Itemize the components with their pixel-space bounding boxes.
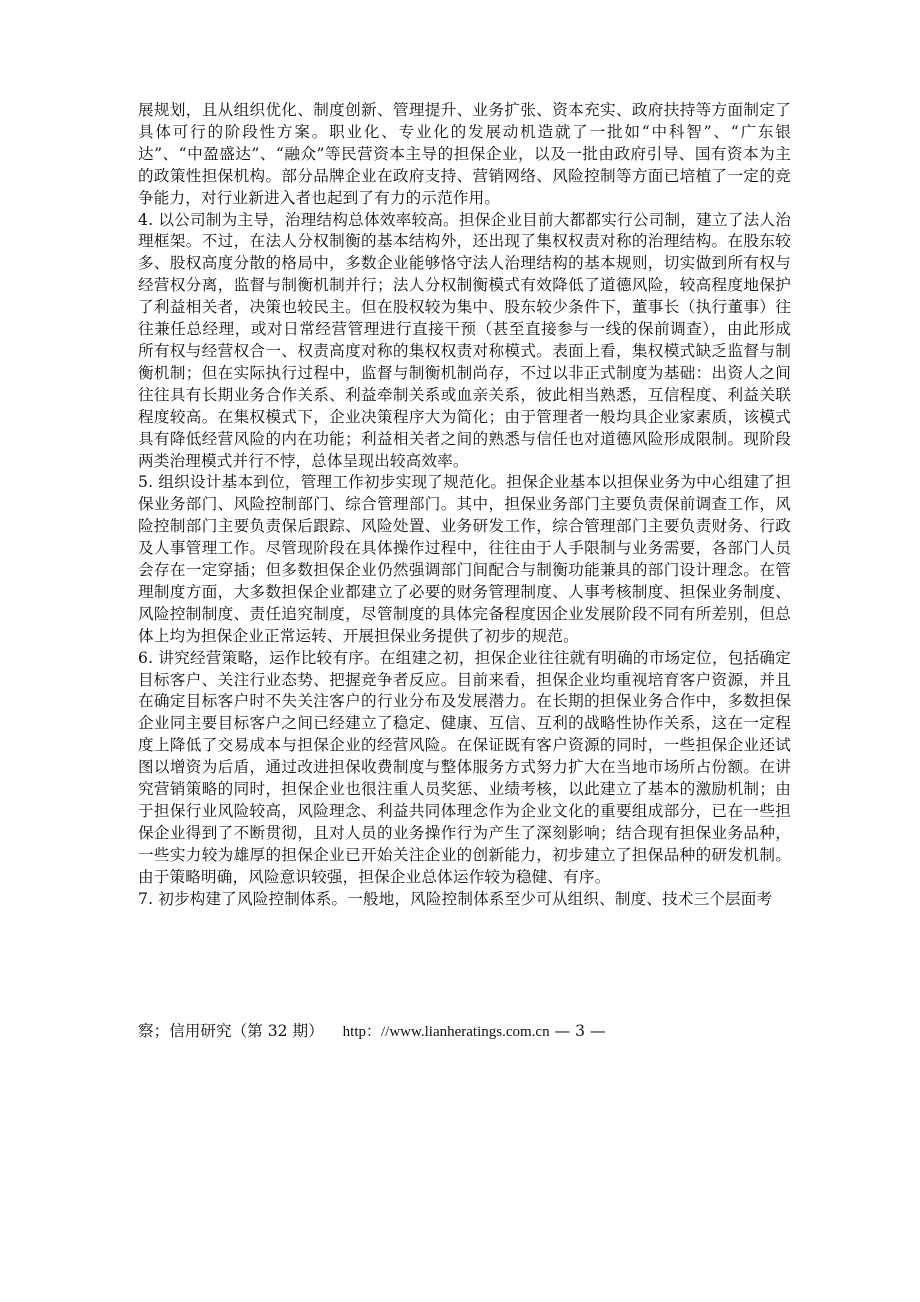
paragraph-intro-continued: 展规划，且从组织优化、制度创新、管理提升、业务扩张、资本充实、政府扶持等方面制定了具体可行的阶段性方案。职业化、专业化的发展动机造就了一批如“中科智”、“广东银达”、“中盈盛达”、“融众”等民营资本主导的担保企业，以及一批由政府引导、国有资本为主的政策性担保机构。部分品牌企业在政府支持、营销网络、风险控制等方面已培植了一定的竞争能力，对行业新进入者也起到了有力的示范作用。 [138, 101, 791, 207]
document-body [138, 100, 791, 911]
page-footer [138, 1020, 791, 1043]
footer-page-number: — 3 — [554, 1022, 606, 1040]
paragraph-item-6: 6. 讲究经营策略，运作比较有序。在组建之初，担保企业往往就有明确的市场定位，包括确定目标客户、关注行业态势、把握竞争者反应。目前来看，担保企业均重视培育客户资源，并且在确定目标客户时不失关注客户的行业分布及发展潜力。在长期的担保业务合作中，多数担保企业同主要目标客户之间已经建立了稳定、健康、互信、互利的战略性协作关系，这在一定程度上降低了交易成本与担保企业的经营风险。在保证既有客户资源的同时，一些担保企业还试图以增资为后盾，通过改进担保收费制度与整体服务方式努力扩大在当地市场所占份额。在讲究营销策略的同时，担保企业也很注重人员奖惩、业绩考核，以此建立了基本的激励机制；由于担保行业风险较高，风险理念、利益共同体理念作为企业文化的重要组成部分，已在一些担保企业得到了不断贯彻，且对人员的业务操作行为产生了深刻影响；结合现有担保业务品种，一些实力较为雄厚的担保企业已开始关注企业的创新能力，初步建立了担保品种的研发机制。由于策略明确，风险意识较强，担保企业总体运作较为稳健、有序。 [138, 648, 791, 886]
paragraph-item-7: 7. 初步构建了风险控制体系。一般地，风险控制体系至少可从组织、制度、技术三个层面考 [138, 889, 773, 908]
footer-journal: 察；信用研究（第 32 期） [138, 1022, 324, 1040]
footer-url-link[interactable]: http：//www.lianheratings.com.cn [342, 1024, 550, 1040]
paragraph-item-4: 4. 以公司制为主导，治理结构总体效率较高。担保企业目前大都都实行公司制，建立了法人治理框架。不过，在法人分权制衡的基本结构外，还出现了集权权责对称的治理结构。在股东较多、股权高度分散的格局中，多数企业能够恪守法人治理结构的基本规则，切实做到所有权与经营权分离，监督与制衡机制并行；法人分权制衡模式有效降低了道德风险，较高程度地保护了利益相关者，决策也较民主。但在股权较为集中、股东较少条件下，董事长（执行董事）往往兼任总经理，或对日常经营管理进行直接干预（甚至直接参与一线的保前调查），由此形成所有权与经营权合一、权责高度对称的集权权责对称模式。表面上看，集权模式缺乏监督与制衡机制；但在实际执行过程中，监督与制衡机制尚存，不过以非正式制度为基础：出资人之间往往具有长期业务合作关系、利益牵制关系或血亲关系，彼此相当熟悉，互信程度、利益关联程度较高。在集权模式下，企业决策程序大为简化；由于管理者一般均具企业家素质，该模式具有降低经营风险的内在功能；利益相关者之间的熟悉与信任也对道德风险形成限制。现阶段两类治理模式并行不悖，总体呈现出较高效率。 [138, 210, 791, 470]
paragraph-item-5: 5. 组织设计基本到位，管理工作初步实现了规范化。担保企业基本以担保业务为中心组建了担保业务部门、风险控制部门、综合管理部门。其中，担保业务部门主要负责保前调查工作，风险控制部门主要负责保后跟踪、风险处置、业务研发工作，综合管理部门主要负责财务、行政及人事管理工作。尽管现阶段在具体操作过程中，往往由于人手限制与业务需要，各部门人员会存在一定穿插；但多数担保企业仍然强调部门间配合与制衡功能兼具的部门设计理念。在管理制度方面，大多数担保企业都建立了必要的财务管理制度、人事考核制度、担保业务制度、风险控制制度、责任追究制度，尽管制度的具体完备程度因企业发展阶段不同有所差别，但总体上均为担保企业正常运转、开展担保业务提供了初步的规范。 [138, 473, 791, 645]
